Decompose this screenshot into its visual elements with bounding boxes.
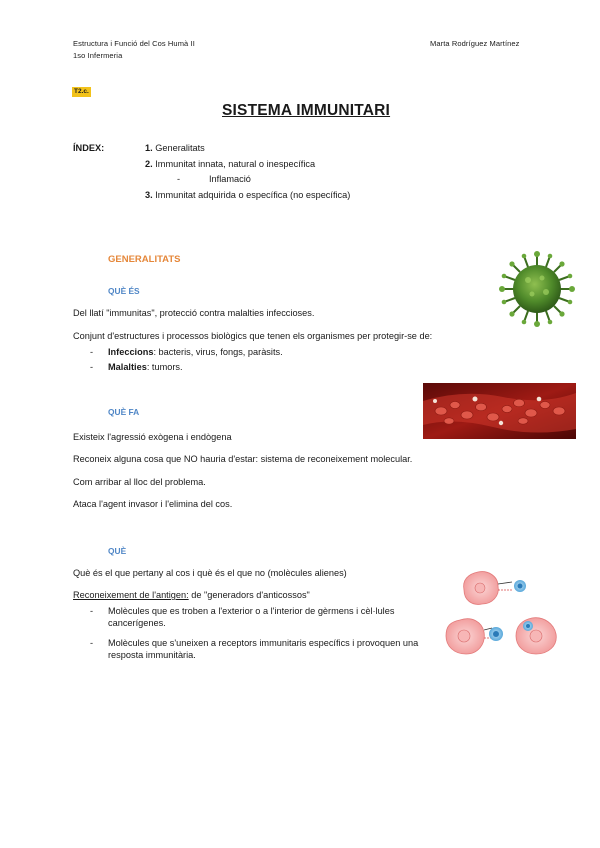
que-line-1: Què és el que pertany al cos i què és el que no (molècules alienes) (73, 568, 347, 578)
index-subitem: - Inflamació (177, 174, 251, 184)
que-bullet-2: - Molècules que s'uneixen a receptors immunitaris específics i provoquen una resposta immunitària. (90, 638, 419, 660)
heading-que: QUÈ (108, 546, 127, 556)
que-fa-line-4: Ataca l'agent invasor i l'elimina del cos. (73, 499, 233, 509)
heading-que-fa: QUÈ FA (108, 407, 140, 417)
antigen-recognition: Reconeixement de l'antigen: de "generadors d'anticossos" (73, 590, 310, 600)
que-fa-line-3: Com arribar al lloc del problema. (73, 477, 206, 487)
topic-tag: T2.c. (74, 88, 89, 95)
que-bullet-1: - Molècules que es troben a l'exterior o a l'interior de gèrmens i cèl·lules cancerígenes. (90, 606, 395, 628)
virus-image (498, 250, 576, 328)
que-fa-line-2: Reconeix alguna cosa que NO hauria d'estar: sistema de reconeixement molecular. (73, 454, 413, 464)
index-label: ÍNDEX: (73, 143, 105, 153)
index-item-1: 1. Generalitats (145, 143, 205, 153)
antigen-cells-illustration (440, 566, 565, 671)
heading-que-es: QUÈ ÉS (108, 286, 140, 296)
header-course: Estructura i Funció del Cos Humà II (73, 39, 195, 48)
header-grade: 1so Infermeria (73, 51, 123, 60)
que-es-paragraph-2: Conjunt d'estructures i processos biològics que tenen els organismes per protegir-se de: (73, 331, 433, 341)
que-es-bullet-1: - Infeccions: bacteris, virus, fongs, paràsits. (90, 347, 283, 357)
section-generalitats: GENERALITATS (108, 254, 181, 265)
que-fa-line-1: Existeix l'agressió exògena i endògena (73, 432, 232, 442)
index-item-3: 3. Immunitat adquirida o específica (no específica) (145, 190, 351, 200)
que-es-bullet-2: - Malalties: tumors. (90, 362, 183, 372)
header-author: Marta Rodríguez Martínez (430, 39, 520, 48)
page-title: SISTEMA IMMUNITARI (222, 102, 391, 119)
blood-vessel-image (423, 383, 576, 439)
index-item-2: 2. Immunitat innata, natural o inespecífica (145, 159, 316, 169)
que-es-paragraph-1: Del llatí "immunitas", protecció contra malalties infeccioses. (73, 308, 315, 318)
